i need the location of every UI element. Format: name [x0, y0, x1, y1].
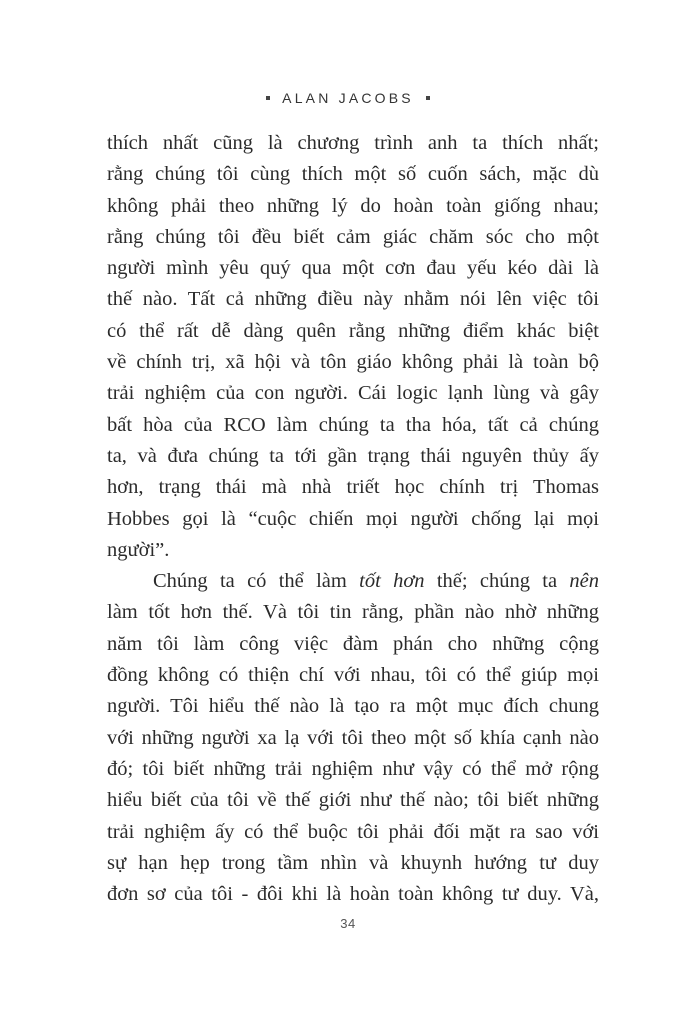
text-line: đơn sơ của tôi - đôi khi là hoàn toàn không tư duy. Và,	[107, 883, 599, 906]
running-header	[0, 90, 696, 106]
italic-run: nên	[569, 570, 599, 593]
text-line: đó; tôi biết những trải nghiệm như vậy có thể mở rộng	[107, 757, 599, 780]
text-line: đồng không có thiện chí với nhau, tôi có thể giúp mọi	[107, 664, 599, 687]
text-line: rằng chúng tôi cùng thích một số cuốn sách, mặc dù	[107, 163, 599, 186]
page-number: 34	[340, 916, 356, 931]
paragraph-first-line	[107, 566, 599, 597]
text-run: Chúng ta có thể làm	[153, 570, 360, 593]
text-line: rằng chúng tôi đều biết cảm giác chăm sóc cho một	[107, 225, 599, 248]
text-line: Hobbes gọi là “cuộc chiến mọi người chống lại mọi	[107, 507, 599, 530]
text-line: người”.	[107, 538, 170, 561]
text-line: thích nhất cũng là chương trình anh ta thích nhất;	[107, 132, 599, 154]
text-line: năm tôi làm công việc đàm phán cho những cộng	[107, 632, 599, 655]
running-title: ALAN JACOBS	[282, 90, 414, 106]
text-line: bất hòa của RCO làm chúng ta tha hóa, tất cả chúng	[107, 413, 599, 436]
text-line: trải nghiệm của con người. Cái logic lạnh lùng và gây	[107, 382, 599, 405]
text-run: thế; chúng ta	[424, 570, 570, 593]
header-bullet-right	[426, 96, 430, 100]
text-line: ta, và đưa chúng ta tới gần trạng thái nguyên thủy ấy	[107, 444, 599, 467]
text-line: sự hạn hẹp trong tầm nhìn và khuynh hướng tư duy	[107, 851, 599, 874]
text-line: với những người xa lạ với tôi theo một số khía cạnh nào	[107, 726, 599, 749]
text-line: làm tốt hơn thế. Và tôi tin rằng, phần nào nhờ những	[107, 601, 599, 624]
text-line: có thể rất dễ dàng quên rằng những điểm khác biệt	[107, 319, 599, 342]
text-line: trải nghiệm ấy có thể buộc tôi phải đối mặt ra sao với	[107, 820, 599, 843]
header-bullet-left	[266, 96, 270, 100]
text-line: người. Tôi hiểu thế nào là tạo ra một mục đích chung	[107, 695, 599, 718]
italic-run: tốt hơn	[359, 570, 425, 593]
text-line: thế nào. Tất cả những điều này nhằm nói lên việc tôi	[107, 288, 599, 311]
text-line: người mình yêu quý qua một cơn đau yếu kéo dài là	[107, 257, 599, 280]
text-line: về chính trị, xã hội và tôn giáo không phải là toàn bộ	[107, 351, 599, 374]
text-line: hơn, trạng thái mà nhà triết học chính trị Thomas	[107, 476, 599, 499]
body-text	[107, 128, 599, 910]
text-line: không phải theo những lý do hoàn toàn giống nhau;	[107, 194, 599, 217]
text-line: hiểu biết của tôi về thế giới như thế nào; tôi biết những	[107, 789, 599, 812]
